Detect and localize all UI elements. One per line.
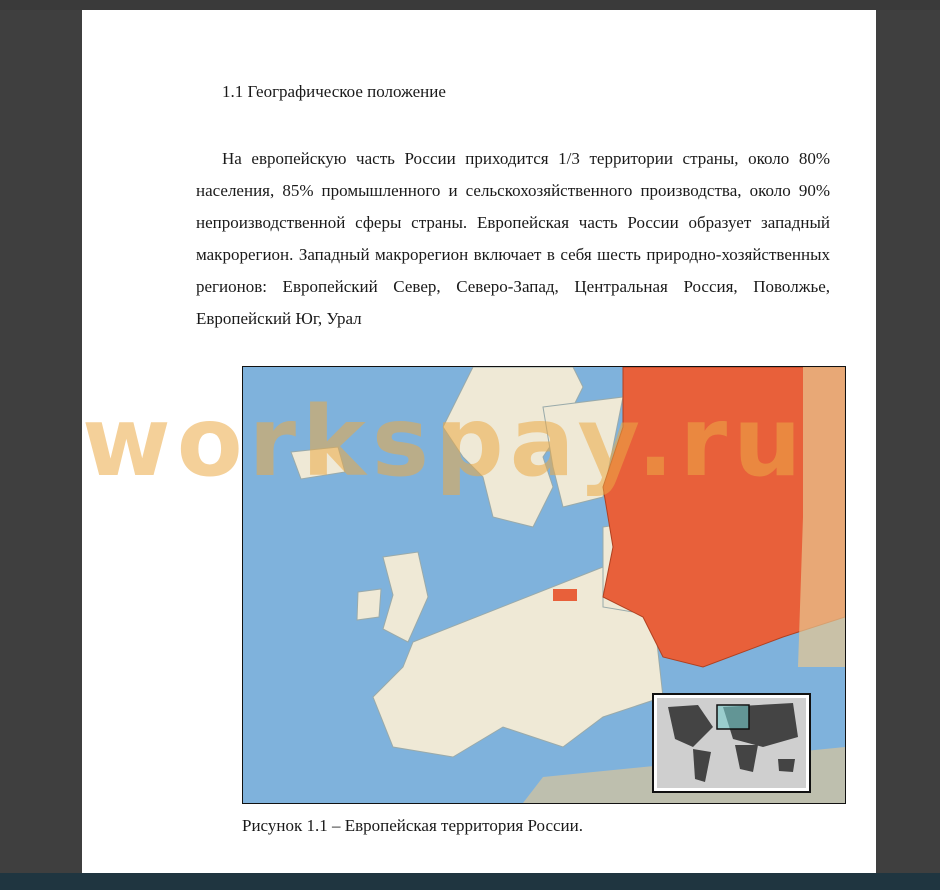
section-heading: 1.1 Географическое положение	[222, 82, 446, 101]
map-figure	[242, 366, 846, 804]
watermark-text: workspay.ru	[82, 386, 808, 498]
inset-australia	[778, 759, 795, 772]
ireland-land	[357, 589, 381, 620]
body-paragraph: На европейскую часть России приходится 1/3 территории страны, около 80% населения, 85% промышленного и сельскохозяйственного производства, около 90% непроизводственной сферы страны. Европейская часть России образует западный макрорегион. Западный макрорегион включает в себя шесть природно-хозяйственных регионов: Европейский Север, Северо-Запад, Центральная Россия, Поволжье, Европейский Юг, Урал	[196, 149, 830, 328]
asian-russia-land	[798, 367, 845, 667]
viewer-bottom-bar	[0, 873, 940, 890]
figure-caption: Рисунок 1.1 – Европейская территория России.	[242, 816, 583, 835]
document-page	[82, 10, 876, 873]
europe-map	[243, 367, 845, 803]
viewer-top-bar	[0, 0, 940, 10]
kaliningrad-territory	[553, 589, 577, 601]
inset-highlight-box	[717, 705, 749, 729]
